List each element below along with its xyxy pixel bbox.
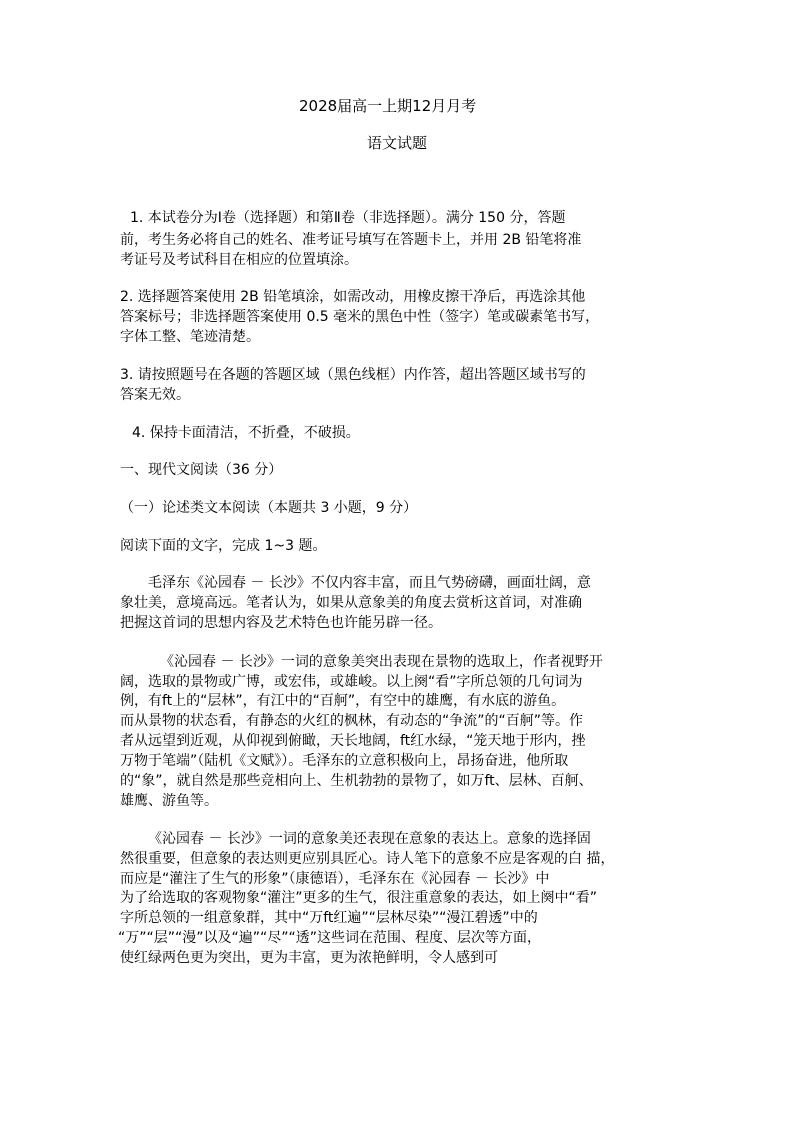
passage-line: 万物于笔端”（陆机《文赋》）。毛泽东的立意积极向上，昂扬奋进，他所取 (120, 753, 569, 769)
instruction-line: 考证号及考试科目在相应的位置填涂。 (120, 252, 358, 268)
instruction-line: 字体工整、笔迹清楚。 (120, 329, 260, 345)
passage-line: 字所总领的一组意象群，其中“万ft红遍”“层林尽染”“漫江碧透”中的 (120, 910, 538, 926)
passage-line: 雄鹰、游鱼等。 (120, 793, 218, 809)
exam-title: 2028届高一上期12月月考 (299, 97, 477, 115)
passage-line: 然很重要，但意象的表达则更应别具匠心。诗人笔下的意象不应是客观的白 描， (120, 851, 615, 867)
instruction-line: 1. 本试卷分为Ⅰ卷（选择题）和第Ⅱ卷（非选择题）。满分 150 分，答题 (130, 210, 566, 226)
passage-line: 把握这首词的思想内容及艺术特色也许能另辟一径。 (120, 615, 442, 631)
instruction-line: 3. 请按照题号在各题的答题区域（黑色线框）内作答，超出答题区域书写的 (120, 367, 586, 383)
passage-line: 为了给选取的客观物象“灌注”更多的生气，很注重意象的表达，如上阕中“看” (120, 890, 598, 906)
passage-line: 使红绿两色更为突出，更为丰富，更为浓艳鲜明，令人感到可 (120, 950, 498, 966)
passage-line: 《沁园春 － 长沙》一词的意象美突出表现在景物的选取上，作者视野开 (160, 654, 603, 670)
section-heading: 一、现代文阅读（36 分） (120, 462, 283, 478)
subject-title: 语文试题 (367, 134, 428, 152)
instruction-line: 答案标号；非选择题答案使用 0.5 毫米的黑色中性（签字）笔或碳素笔书写， (120, 309, 600, 325)
instruction-line: 答案无效。 (120, 387, 190, 403)
subsection-heading: （一）论述类文本阅读（本题共 3 小题，9 分） (120, 500, 418, 516)
passage-line: “万”“层”“漫”以及“遍”“尽”“透”这些词在范围、程度、层次等方面， (118, 930, 542, 946)
passage-line: 而从景物的状态看，有静态的火红的枫林，有动态的“争流”的“百舸”等。作 (120, 713, 584, 729)
reading-prompt: 阅读下面的文字，完成 1~3 题。 (120, 538, 327, 554)
passage-line: 而应是“灌注了生气的形象”（康德语），毛泽东在《沁园春 － 长沙》中 (120, 871, 550, 887)
instruction-line: 2. 选择题答案使用 2B 铅笔填涂，如需改动，用橡皮擦干净后，再选涂其他 (120, 289, 586, 305)
passage-line: 《沁园春 － 长沙》一词的意象美还表现在意象的表达上。意象的选择固 (148, 831, 591, 847)
passage-line: 阔，选取的景物或广博，或宏伟，或雄峻。以上阕“看”字所总领的几句词为 (120, 674, 583, 690)
passage-line: 的“象”，就自然是那些竞相向上、生机勃勃的景物了，如万ft、层林、百舸、 (120, 773, 593, 789)
passage-line: 者从远望到近观，从仰视到俯瞰，天长地阔，ft红水绿，“笼天地于形内，挫 (120, 733, 586, 749)
instruction-line: 4. 保持卡面清洁，不折叠，不破损。 (132, 425, 360, 441)
instruction-line: 前，考生务必将自己的姓名、准考证号填写在答题卡上，并用 2B 铅笔将准 (120, 232, 582, 248)
passage-line: 毛泽东《沁园春 － 长沙》不仅内容丰富，而且气势磅礴，画面壮阔，意 (148, 575, 591, 591)
passage-line: 例，有ft上的“层林”，有江中的“百舸”，有空中的雄鹰，有水底的游鱼。 (120, 693, 566, 709)
passage-line: 象壮美，意境高远。笔者认为，如果从意象美的角度去赏析这首词，对准确 (120, 595, 582, 611)
